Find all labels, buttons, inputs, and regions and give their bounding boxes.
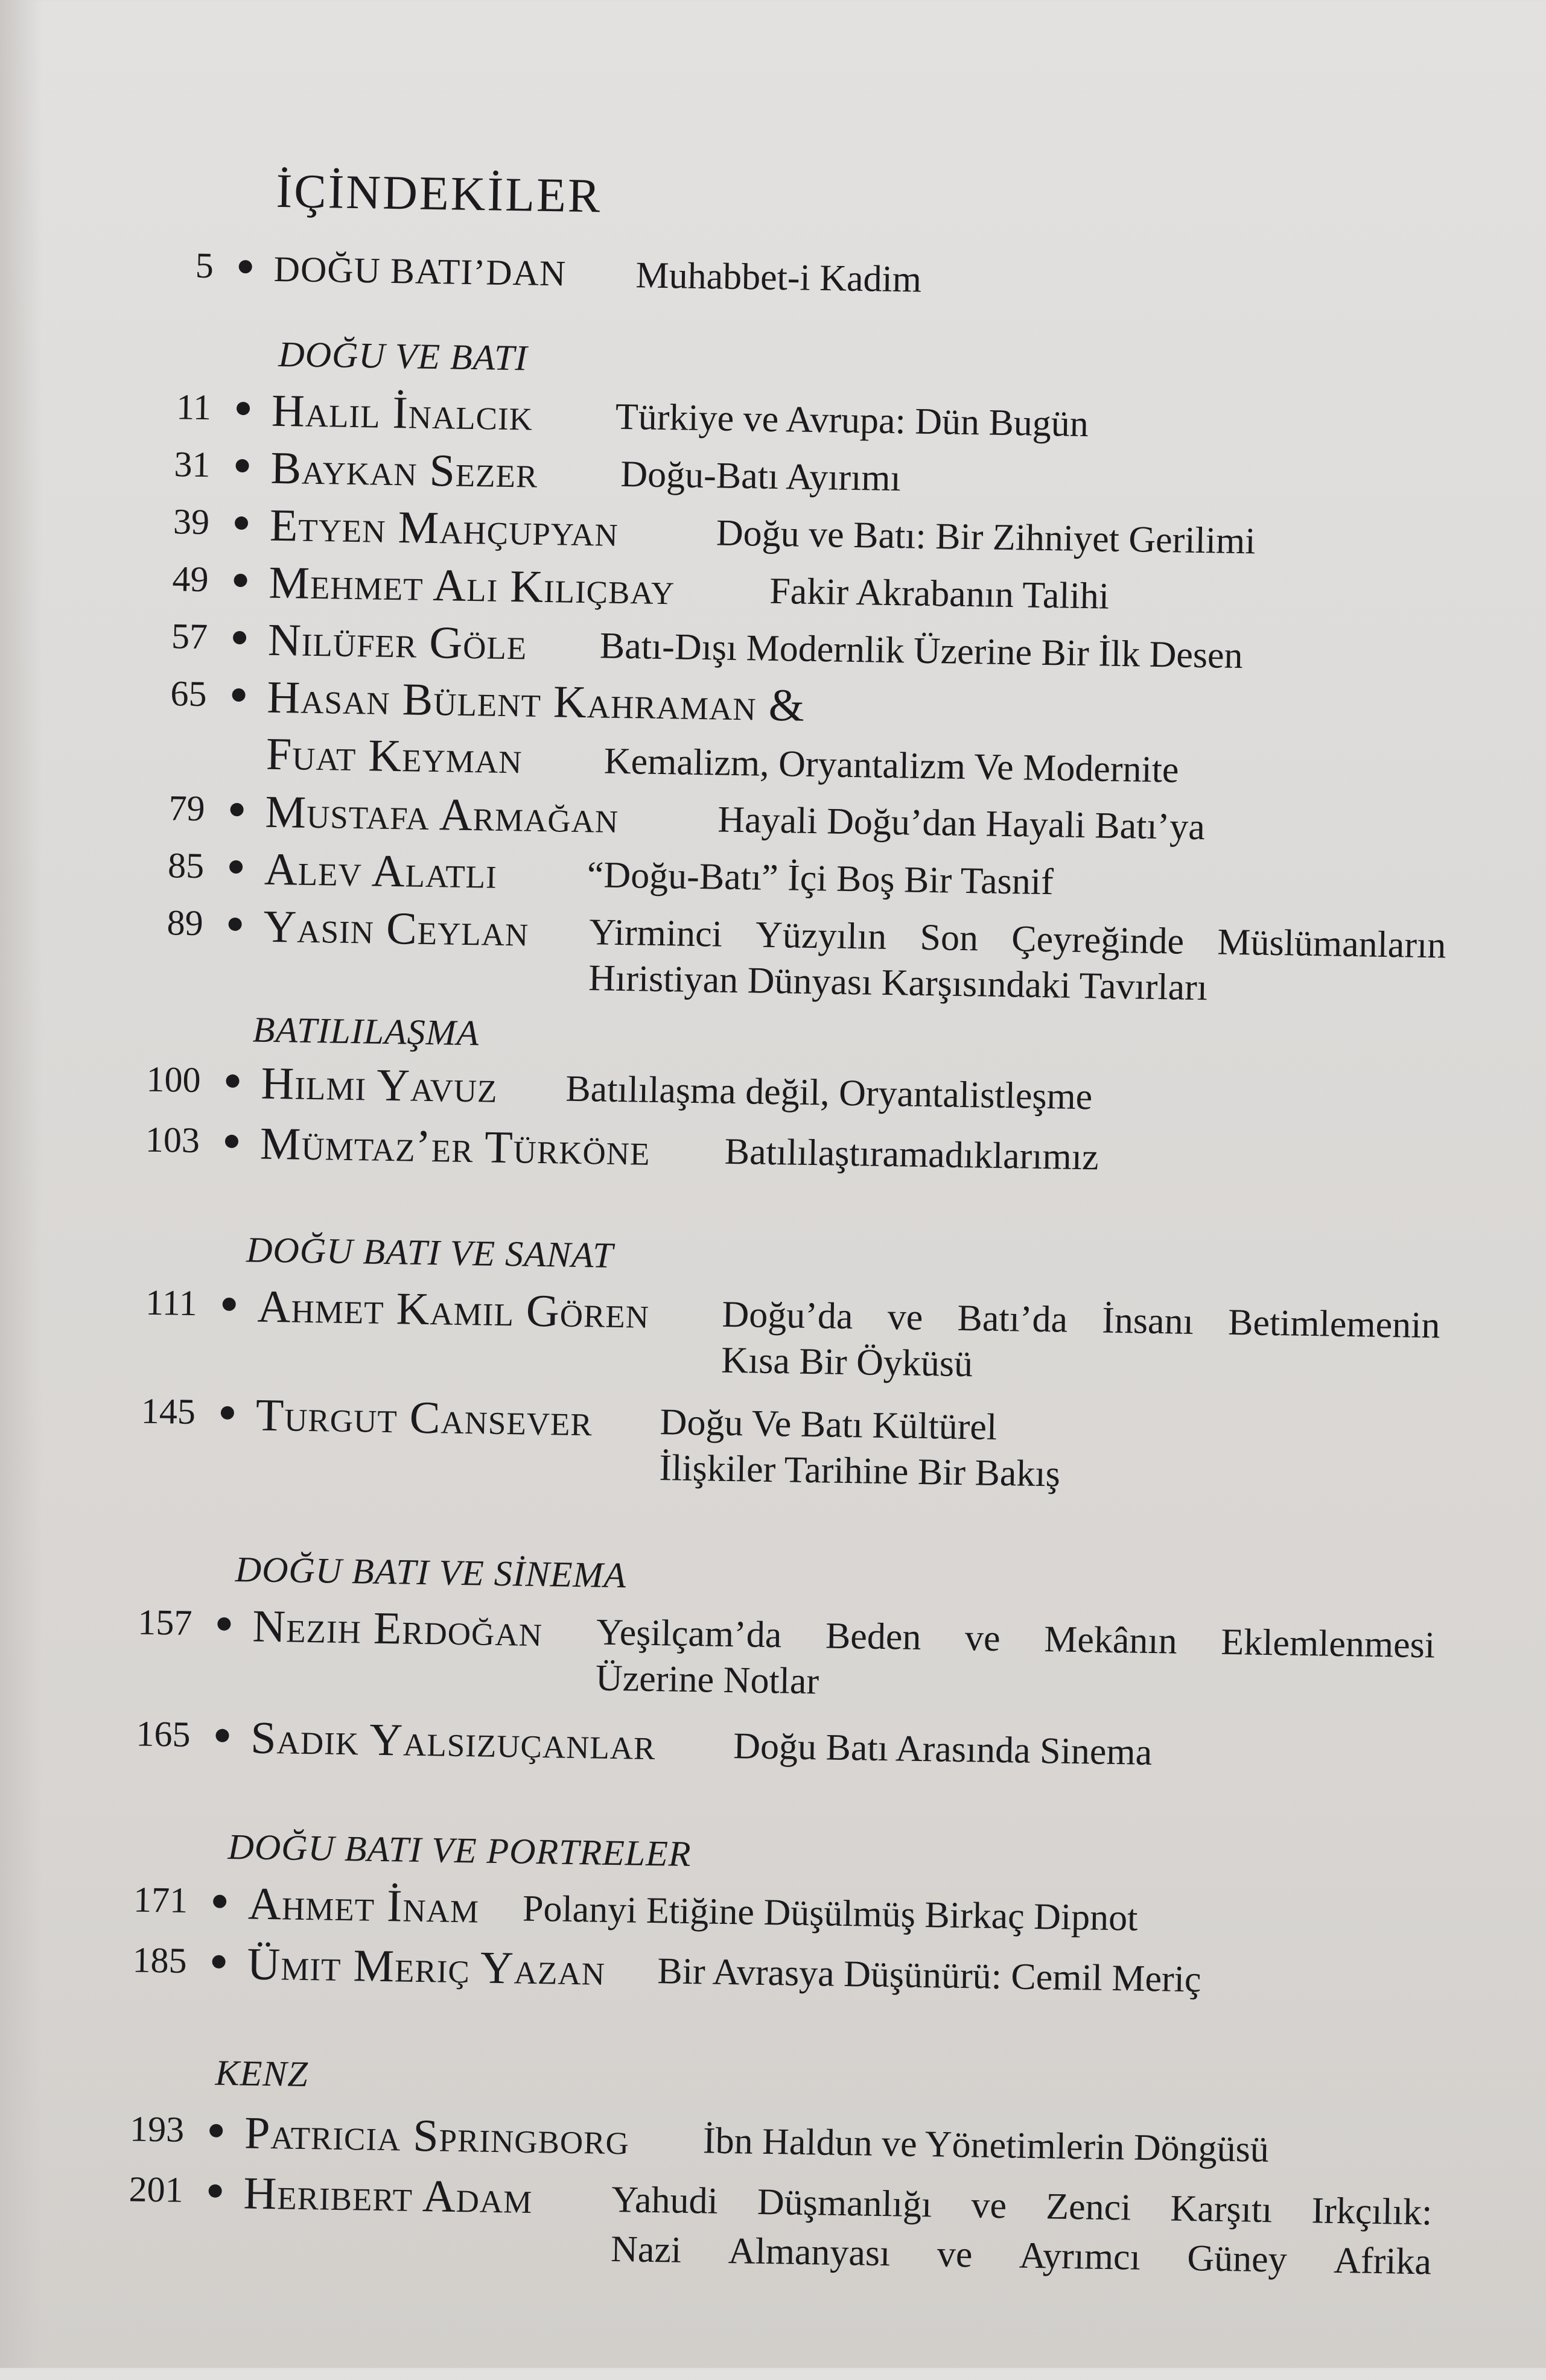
entry-author: Mümtaz’er Türköne — [259, 1118, 651, 1175]
work-word: Yeşilçam’da — [596, 1611, 782, 1656]
work-word: Doğu’da — [722, 1293, 854, 1338]
page-number: 193 — [129, 2109, 185, 2150]
entry-author: Ahmet İnam — [247, 1878, 480, 1933]
entry-work: İbn Haldun ve Yönetimlerin Döngüsü — [702, 2120, 1270, 2171]
toc-entry — [0, 2169, 1530, 2302]
entry-author: Sadık Yalsızuçanlar — [250, 1712, 657, 1770]
work-word: Çeyreğinde — [1011, 918, 1185, 962]
section-heading: DOĞU BATI VE PORTRELER — [227, 1826, 692, 1874]
entry-work: Polanyi Etiğine Düşülmüş Birkaç Dipnot — [522, 1888, 1138, 1939]
work-word: Karşıtı — [1170, 2188, 1273, 2231]
toc-entry — [2, 902, 1546, 1035]
bullet-icon — [233, 631, 246, 644]
entry-author: Nezih Erdoğan — [252, 1601, 543, 1657]
work-word: Yüzyılın — [755, 914, 887, 957]
entry-work: “Doğu-Batı” İçi Boş Bir Tasnif — [587, 854, 1054, 903]
work-word: Ayrımcı — [1019, 2235, 1141, 2278]
page-number: 171 — [133, 1879, 188, 1920]
bullet-icon — [217, 1617, 231, 1631]
work-word: Düşmanlığı — [757, 2181, 932, 2226]
page-number: 79 — [168, 788, 206, 829]
entry-author: Ahmet Kamil Gören — [257, 1281, 650, 1338]
page-number: 39 — [173, 501, 210, 542]
bullet-icon — [225, 1135, 238, 1148]
bullet-icon — [209, 2124, 223, 2137]
bullet-icon — [215, 1729, 229, 1742]
page-number: 185 — [132, 1940, 188, 1981]
work-word: Betimlemenin — [1227, 1301, 1440, 1347]
entry-work: Türkiye ve Avrupa: Dün Bugün — [615, 396, 1089, 445]
entry-author-line2: Fuat Keyman — [266, 728, 523, 784]
work-word: ve — [937, 2233, 973, 2276]
entry-author: Alev Alatli — [264, 843, 498, 898]
work-word: Almanyası — [728, 2230, 891, 2274]
page-number: 165 — [136, 1713, 191, 1754]
section-heading: KENZ — [215, 2052, 309, 2095]
page-number: 31 — [174, 444, 211, 485]
page-number: 89 — [167, 903, 204, 944]
work-word: Son — [920, 916, 979, 959]
entry-work: Muhabbet-i Kadim — [635, 255, 922, 300]
entry-author: Yasin Ceylan — [262, 901, 529, 956]
work-word: Müslümanların — [1217, 921, 1446, 966]
bullet-icon — [212, 1955, 225, 1969]
page-number: 111 — [145, 1282, 198, 1324]
work-word: Eklemlenmesi — [1220, 1621, 1436, 1666]
entry-author: Mustafa Armağan — [264, 786, 619, 843]
entry-work — [722, 1293, 1440, 1347]
entry-work: Batılılaşma değil, Oryantalistleşme — [565, 1068, 1093, 1118]
bullet-icon — [221, 1406, 234, 1420]
entry-work-line2 — [610, 2229, 1432, 2283]
work-word: Zenci — [1045, 2186, 1131, 2229]
toc-entry-intro — [14, 244, 1546, 323]
entry-work: Batı-Dışı Modernlik Üzerine Bir İlk Desen — [599, 625, 1244, 677]
page-number: 57 — [171, 616, 208, 657]
work-word: Beden — [825, 1615, 921, 1658]
entry-author: DOĞU BATI’DAN — [273, 249, 567, 294]
work-word: Nazi — [610, 2229, 682, 2271]
bullet-icon — [237, 402, 250, 415]
entry-author: Mehmet Ali Kılıçbay — [268, 557, 675, 615]
entry-work: Doğu Ve Batı Kültürel — [660, 1401, 997, 1448]
entry-work: Doğu-Batı Ayırımı — [620, 453, 902, 500]
entry-work-line2: Üzerine Notlar — [595, 1657, 819, 1702]
work-word: Yirminci — [588, 912, 723, 955]
entry-author: Hilmi Yavuz — [260, 1058, 498, 1112]
work-word: ve — [970, 2185, 1007, 2227]
page-number: 145 — [141, 1391, 196, 1432]
work-word: ve — [887, 1296, 923, 1338]
bullet-icon — [232, 688, 245, 702]
page-number: 49 — [172, 559, 209, 600]
page-title: İÇİNDEKİLER — [276, 164, 602, 223]
bullet-icon — [235, 459, 249, 472]
entry-work-line2: İlişkiler Tarihine Bir Bakış — [659, 1447, 1061, 1495]
work-word: Afrika — [1333, 2239, 1432, 2283]
bullet-icon — [235, 516, 248, 530]
entry-work: Fakir Akrabanın Talihi — [769, 570, 1110, 617]
entry-work-line2: Hıristiyan Dünyası Karşısındaki Tavırları — [588, 957, 1208, 1009]
bullet-icon — [230, 803, 243, 816]
entry-work-line2: Kısa Bir Öyküsü — [721, 1339, 973, 1385]
entry-work: Doğu Batı Arasında Sinema — [733, 1725, 1153, 1773]
section-heading: BATILILAŞMA — [252, 1009, 480, 1053]
entry-author: Heribert Adam — [243, 2168, 533, 2223]
page-number: 11 — [176, 387, 212, 428]
page-number: 85 — [167, 845, 205, 886]
entry-work: Kemalizm, Oryantalizm Ve Modernite — [603, 740, 1180, 791]
bullet-icon — [239, 260, 252, 273]
entry-author: Turgut Cansever — [255, 1389, 593, 1446]
entry-author: Patricia Springborg — [244, 2107, 630, 2165]
entry-work: Hayali Doğu’dan Hayali Batı’ya — [717, 799, 1206, 848]
bullet-icon — [223, 1298, 236, 1311]
work-word: İnsanı — [1101, 1299, 1194, 1342]
entry-author: Halil İnalcık — [271, 385, 533, 440]
bullet-icon — [213, 1895, 226, 1908]
page-number: 103 — [145, 1119, 200, 1161]
entry-author: Etyen Mahçupyan — [269, 500, 619, 556]
work-word: ve — [964, 1617, 1001, 1660]
entry-work: Batılılaştıramadıklarımız — [724, 1131, 1099, 1178]
entry-author: Hasan Bülent Kahraman & — [266, 671, 806, 731]
entry-author: Ümit Meriç Yazan — [246, 1938, 606, 1995]
bullet-icon — [226, 1074, 239, 1088]
work-word: Mekânın — [1043, 1619, 1178, 1662]
entry-work: Doğu ve Batı: Bir Zihniyet Gerilimi — [716, 512, 1256, 562]
work-word: Irkçılık: — [1311, 2190, 1433, 2233]
page-number: 5 — [195, 245, 214, 286]
bullet-icon — [234, 574, 247, 587]
work-word: Güney — [1186, 2238, 1288, 2280]
bullet-icon — [228, 918, 241, 931]
page-number: 65 — [170, 673, 208, 714]
page-number: 157 — [137, 1602, 192, 1643]
entry-work — [596, 1611, 1436, 1666]
toc-entry — [0, 1602, 1539, 1734]
entry-author: Baykan Sezer — [270, 442, 539, 498]
section-heading: DOĞU VE BATI — [278, 334, 528, 378]
section-heading: DOĞU BATI VE SANAT — [246, 1230, 614, 1275]
entry-author: Nilüfer Göle — [267, 614, 527, 670]
page-number: 201 — [129, 2169, 184, 2210]
entry-work: Bir Avrasya Düşünürü: Cemil Meriç — [657, 1950, 1202, 2001]
entry-work — [611, 2181, 1433, 2231]
work-word: Batı’da — [957, 1297, 1068, 1341]
bullet-icon — [229, 860, 243, 874]
page-number: 100 — [146, 1059, 202, 1100]
entry-work — [589, 913, 1446, 964]
bullet-icon — [208, 2185, 221, 2198]
work-word: Yahudi — [611, 2179, 719, 2222]
section-heading: DOĞU BATI VE SİNEMA — [235, 1549, 627, 1596]
